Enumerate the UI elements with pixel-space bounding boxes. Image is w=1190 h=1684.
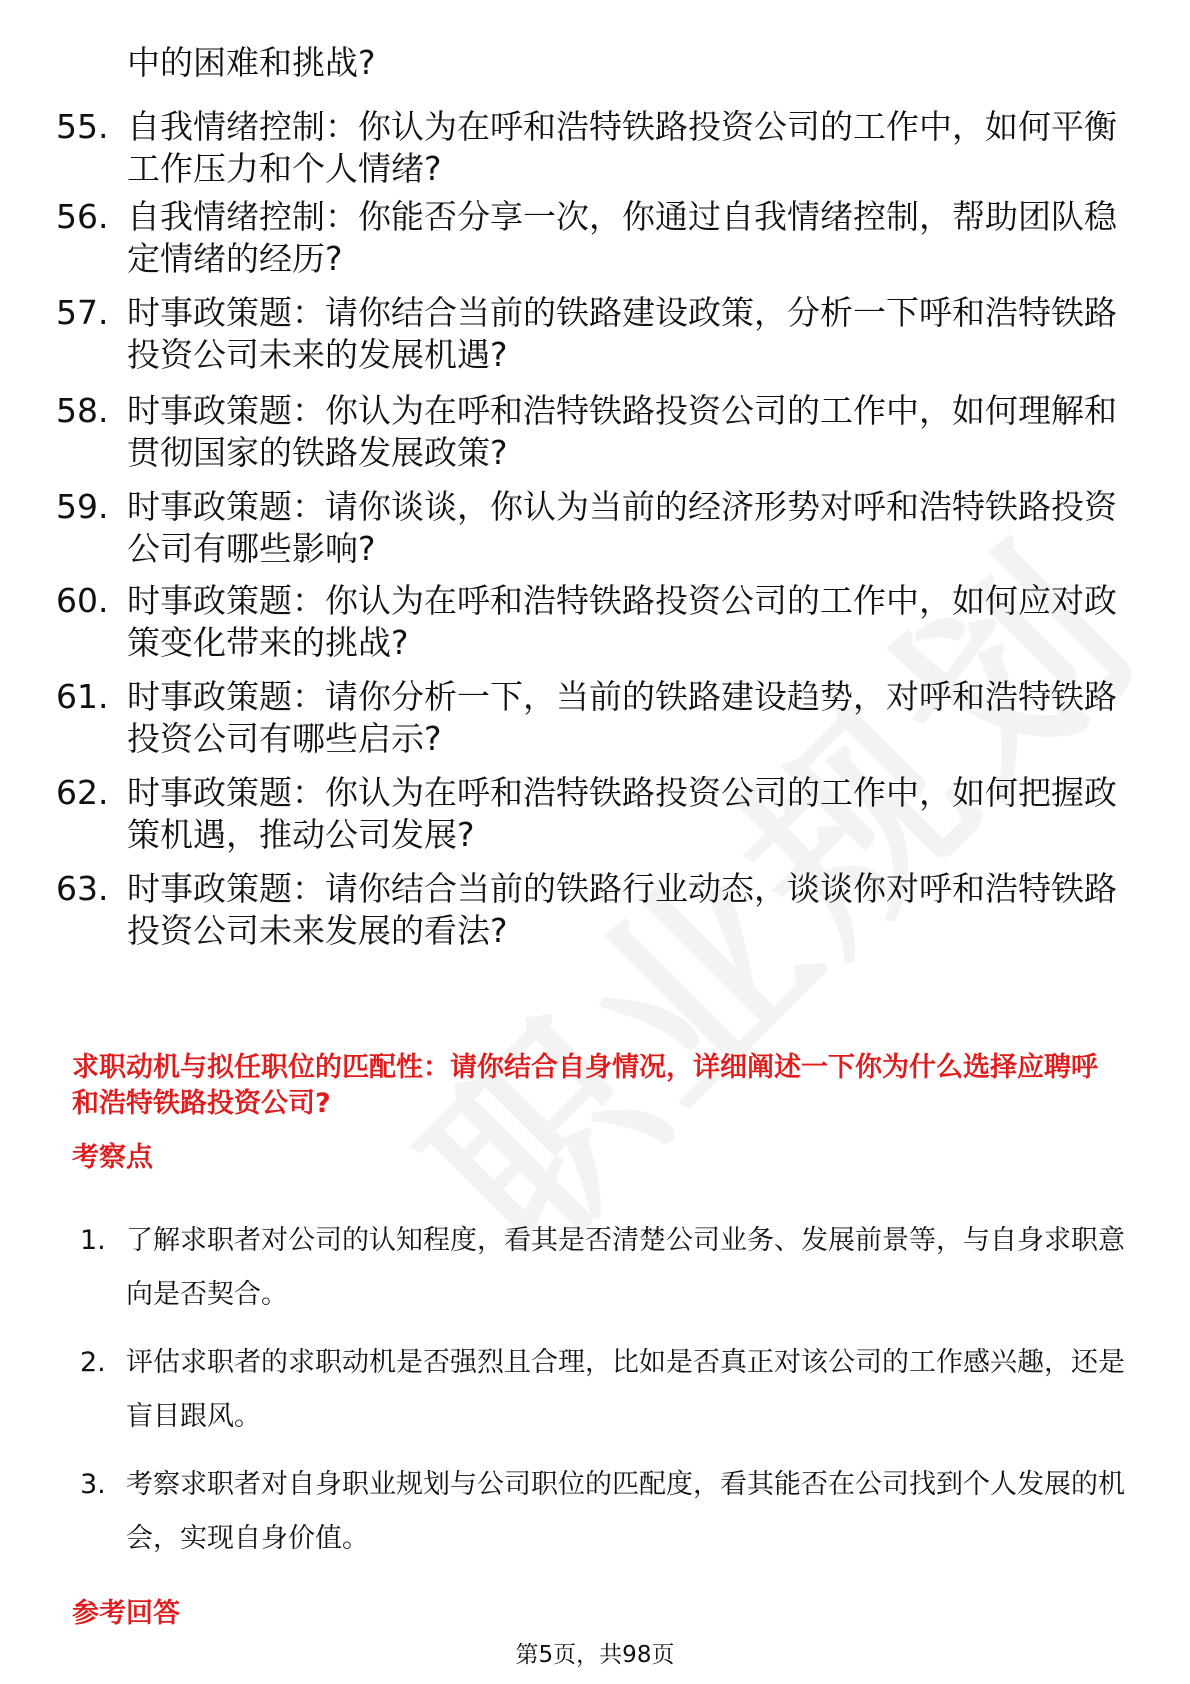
question-text: 自我情绪控制：你能否分享一次，你通过自我情绪控制，帮助团队稳定情绪的经历? [127,197,1117,278]
point-text: 评估求职者的求职动机是否强烈且合理，比如是否真正对该公司的工作感兴趣，还是盲目跟风。 [126,1347,1125,1432]
question-text: 时事政策题：你认为在呼和浩特铁路投资公司的工作中，如何理解和贯彻国家的铁路发展政策? [127,391,1117,472]
points-heading: 考察点 [72,1142,153,1173]
question-number: 56. [56,197,109,236]
point-number: 3. [80,1469,106,1500]
point-number: 1. [80,1225,106,1256]
question-number: 62. [56,773,109,812]
answer-heading: 参考回答 [72,1598,180,1629]
point-text: 考察求职者对自身职业规划与公司职位的匹配度，看其能否在公司找到个人发展的机会，实现自身价值。 [126,1469,1125,1554]
question-number: 59. [56,487,109,526]
question-text: 时事政策题：请你结合当前的铁路行业动态，谈谈你对呼和浩特铁路投资公司未来发展的看法? [127,869,1117,950]
point-number: 2. [80,1347,106,1378]
question-text: 中的困难和挑战? [127,43,376,82]
question-text: 时事政策题：你认为在呼和浩特铁路投资公司的工作中，如何应对政策变化带来的挑战? [127,581,1117,662]
question-number: 58. [56,391,109,430]
question-text: 自我情绪控制：你认为在呼和浩特铁路投资公司的工作中，如何平衡工作压力和个人情绪? [127,107,1117,188]
question-number: 57. [56,293,109,332]
question-number: 61. [56,677,109,716]
question-text: 时事政策题：请你分析一下，当前的铁路建设趋势，对呼和浩特铁路投资公司有哪些启示? [127,677,1117,758]
point-text: 了解求职者对公司的认知程度，看其是否清楚公司业务、发展前景等，与自身求职意向是否契合。 [126,1225,1125,1310]
question-text: 时事政策题：请你结合当前的铁路建设政策，分析一下呼和浩特铁路投资公司未来的发展机遇? [127,293,1117,374]
section-title: 求职动机与拟任职位的匹配性：请你结合自身情况，详细阐述一下你为什么选择应聘呼和浩特铁路投资公司? [72,1052,1098,1119]
question-number: 55. [56,107,109,146]
question-text: 时事政策题：请你谈谈，你认为当前的经济形势对呼和浩特铁路投资公司有哪些影响? [127,487,1117,568]
question-number: 60. [56,581,109,620]
page-number: 第5页，共98页 [515,1642,675,1668]
question-text: 时事政策题：你认为在呼和浩特铁路投资公司的工作中，如何把握政策机遇，推动公司发展? [127,773,1117,854]
question-number: 63. [56,869,109,908]
